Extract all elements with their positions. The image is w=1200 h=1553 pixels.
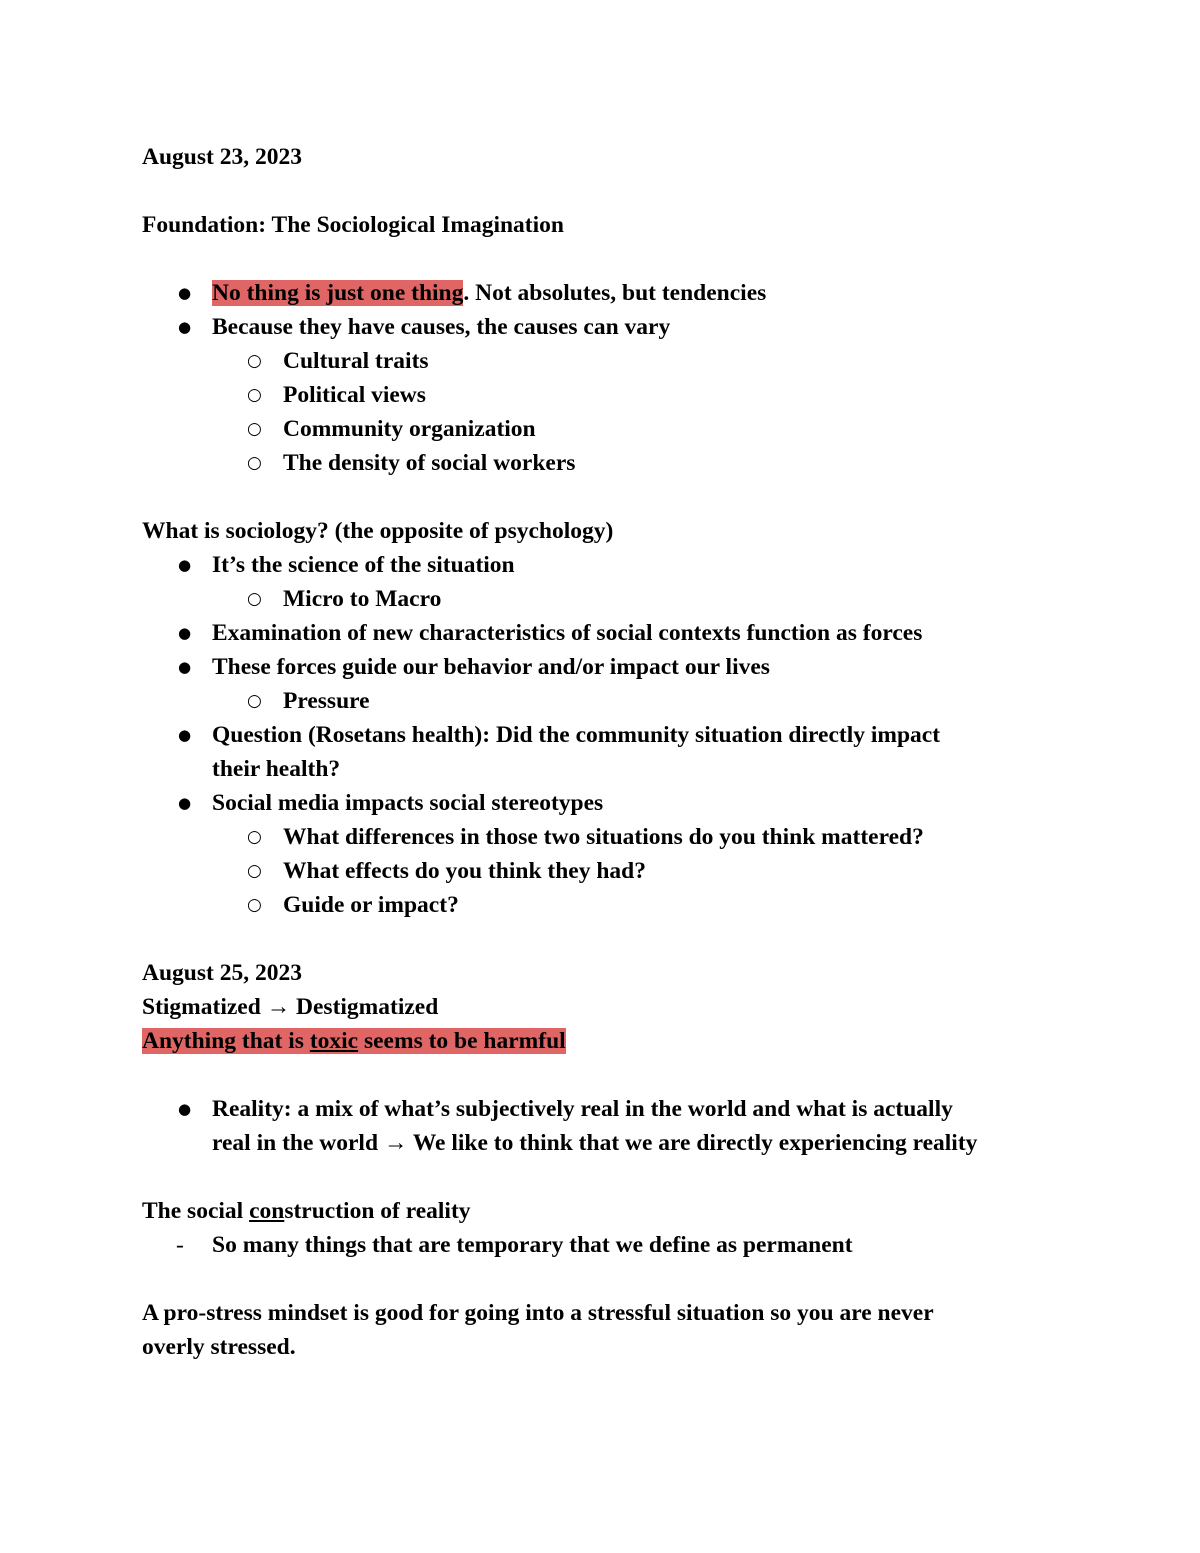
list-item-text: real in the world → We like to think that we are directly experiencing reality (212, 1130, 978, 1156)
heading-text-part: The social (142, 1198, 250, 1224)
list-item-text: Because they have causes, the causes can vary (212, 314, 671, 340)
list-item (142, 310, 1062, 344)
bullet-icon: ● (178, 1100, 192, 1118)
date-heading-aug-25: August 25, 2023 (142, 960, 302, 986)
circle-bullet-icon: ○ (247, 351, 262, 371)
list-item (142, 616, 1062, 650)
circle-bullet-icon: ○ (247, 385, 262, 405)
list-item-continuation (142, 752, 1062, 786)
list-item-text: their health? (212, 756, 341, 782)
section-heading-social-construction (142, 1194, 1062, 1228)
bullet-icon: ● (178, 794, 192, 812)
list-item-text: Social media impacts social stereotypes (212, 790, 604, 816)
dash-list-item (142, 1228, 1062, 1262)
sub-list-item-text: What differences in those two situations do you think mattered? (283, 824, 924, 850)
sub-list-item-text: Pressure (283, 688, 370, 714)
sub-list-item (142, 344, 1062, 378)
heading-text-part: struction of reality (284, 1198, 471, 1224)
bullet-icon: ● (178, 658, 192, 676)
bullet-icon: ● (178, 726, 192, 744)
section-title-foundation: Foundation: The Sociological Imagination (142, 212, 564, 238)
list-item-text: These forces guide our behavior and/or impact our lives (212, 654, 770, 680)
stigma-line: Stigmatized → Destigmatized (142, 994, 439, 1020)
circle-bullet-icon: ○ (247, 691, 262, 711)
sub-list-item (142, 854, 1062, 888)
dash-bullet-icon: - (176, 1232, 184, 1258)
sub-list-item (142, 582, 1062, 616)
list-item-continuation (142, 1126, 1062, 1160)
bullet-icon: ● (178, 284, 192, 302)
list-item-text: Question (Rosetans health): Did the community situation directly impact (212, 722, 941, 748)
bullet-icon: ● (178, 556, 192, 574)
sub-list-item-text: Guide or impact? (283, 892, 459, 918)
sub-list-item-text: Community organization (283, 416, 536, 442)
sub-list-item-text: What effects do you think they had? (283, 858, 646, 884)
sub-list-item-text: Micro to Macro (283, 586, 442, 612)
list-item-text: Reality: a mix of what’s subjectively real in the world and what is actually (212, 1096, 953, 1122)
bullet-icon: ● (178, 318, 192, 336)
circle-bullet-icon: ○ (247, 827, 262, 847)
closing-paragraph-line: A pro-stress mindset is good for going into a stressful situation so you are never (142, 1300, 934, 1326)
underlined-text: con (249, 1198, 285, 1224)
notes-body (142, 140, 1062, 1364)
bullet-icon: ● (178, 624, 192, 642)
sub-list-item (142, 378, 1062, 412)
list-item (142, 718, 1062, 752)
sub-list-item (142, 412, 1062, 446)
sub-list-item-text: Cultural traits (283, 348, 429, 374)
sub-list-item-text: The density of social workers (283, 450, 576, 476)
list-item-text: Examination of new characteristics of social contexts function as forces (212, 620, 923, 646)
circle-bullet-icon: ○ (247, 861, 262, 881)
underlined-word: toxic (309, 1028, 359, 1054)
sub-list-item (142, 820, 1062, 854)
list-item (142, 1092, 1062, 1126)
circle-bullet-icon: ○ (247, 895, 262, 915)
circle-bullet-icon: ○ (247, 453, 262, 473)
section-heading-what-is-sociology: What is sociology? (the opposite of psychology) (142, 518, 614, 544)
highlighted-text-part: seems to be harmful (358, 1028, 566, 1054)
sub-list-item (142, 684, 1062, 718)
list-item-text: So many things that are temporary that we define as permanent (212, 1232, 853, 1258)
sub-list-item (142, 888, 1062, 922)
highlighted-text-part: Anything that is (142, 1028, 310, 1054)
closing-paragraph-line: overly stressed. (142, 1334, 296, 1360)
list-item-text: . Not absolutes, but tendencies (463, 280, 767, 306)
list-item (142, 786, 1062, 820)
circle-bullet-icon: ○ (247, 419, 262, 439)
sub-list-item-text: Political views (283, 382, 426, 408)
list-item (142, 650, 1062, 684)
date-heading-aug-23: August 23, 2023 (142, 144, 302, 170)
circle-bullet-icon: ○ (247, 589, 262, 609)
list-item (142, 276, 1062, 310)
highlighted-text: No thing is just one thing (212, 280, 464, 306)
list-item (142, 548, 1062, 582)
toxic-line (142, 1024, 1062, 1058)
highlighted-text (142, 1028, 566, 1054)
sub-list-item (142, 446, 1062, 480)
list-item-text: It’s the science of the situation (212, 552, 515, 578)
